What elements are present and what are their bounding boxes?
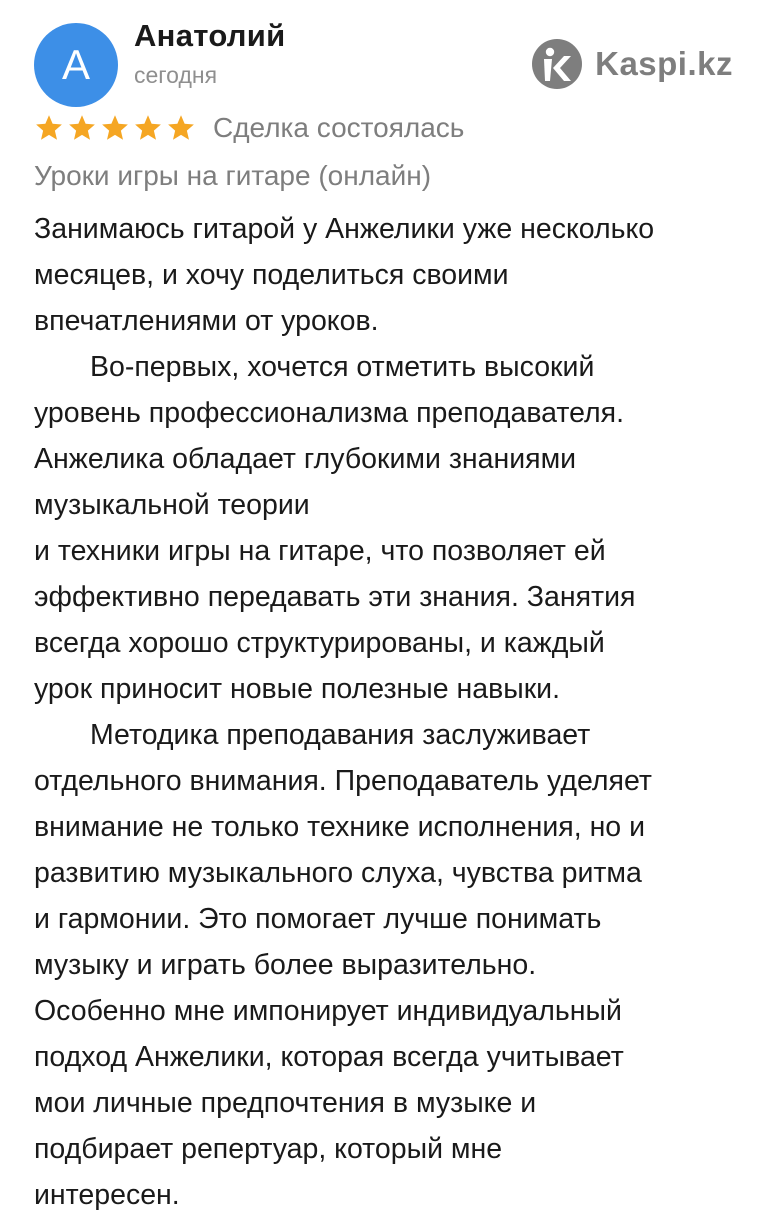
- review-line: и техники игры на гитаре, что позволяет ей: [34, 535, 606, 567]
- review-line: [34, 344, 746, 390]
- rating-row: [34, 112, 464, 144]
- review-line: интересен.: [34, 1179, 180, 1211]
- review-line: урок приносит новые полезные навыки.: [34, 673, 561, 705]
- review-line: внимание не только технике исполнения, но и: [34, 811, 645, 843]
- review-line: всегда хорошо структурированы, и каждый: [34, 627, 605, 659]
- review-line: [34, 712, 746, 758]
- review-line: подход Анжелики, которая всегда учитывает: [34, 1041, 624, 1073]
- review-line: уровень профессионализма преподавателя.: [34, 397, 625, 429]
- review-line: Особенно мне импонирует индивидуальный: [34, 995, 622, 1027]
- review-text: [34, 206, 746, 1218]
- review-line: музыку и играть более выразительно.: [34, 949, 537, 981]
- review-line: Анжелика обладает глубокими знаниями: [34, 443, 577, 475]
- brand-logo: [531, 38, 733, 90]
- review-line: и гармонии. Это помогает лучше понимать: [34, 903, 602, 935]
- deal-status: Сделка состоялась: [213, 112, 465, 143]
- star-rating: [34, 113, 196, 143]
- review-line: развитию музыкального слуха, чувства ритма: [34, 857, 642, 889]
- product-name: Уроки игры на гитаре (онлайн): [34, 160, 432, 191]
- avatar: [34, 23, 118, 107]
- review-line: месяцев, и хочу поделиться своими: [34, 259, 509, 291]
- brand-name: Kaspi.kz: [595, 45, 733, 82]
- avatar-initial: А: [61, 41, 90, 88]
- kaspi-logo-icon: [531, 38, 583, 90]
- review-date: сегодня: [134, 62, 218, 88]
- author-name: Анатолий: [134, 18, 286, 53]
- review-line: музыкальной теории: [34, 489, 310, 521]
- review-line: мои личные предпочтения в музыке и: [34, 1087, 537, 1119]
- review-line-text: Во-первых, хочется отметить высокий: [90, 351, 595, 383]
- review-line: впечатлениями от уроков.: [34, 305, 379, 337]
- star-icon: [166, 113, 196, 143]
- review-line: Занимаюсь гитарой у Анжелики уже несколько: [34, 213, 655, 245]
- review-line-text: Методика преподавания заслуживает: [90, 719, 591, 751]
- review-line: эффективно передавать эти знания. Занятия: [34, 581, 636, 613]
- star-icon: [100, 113, 130, 143]
- star-icon: [67, 113, 97, 143]
- review-line: отдельного внимания. Преподаватель уделяет: [34, 765, 652, 797]
- review-line: подбирает репертуар, который мне: [34, 1133, 503, 1165]
- star-icon: [133, 113, 163, 143]
- star-icon: [34, 113, 64, 143]
